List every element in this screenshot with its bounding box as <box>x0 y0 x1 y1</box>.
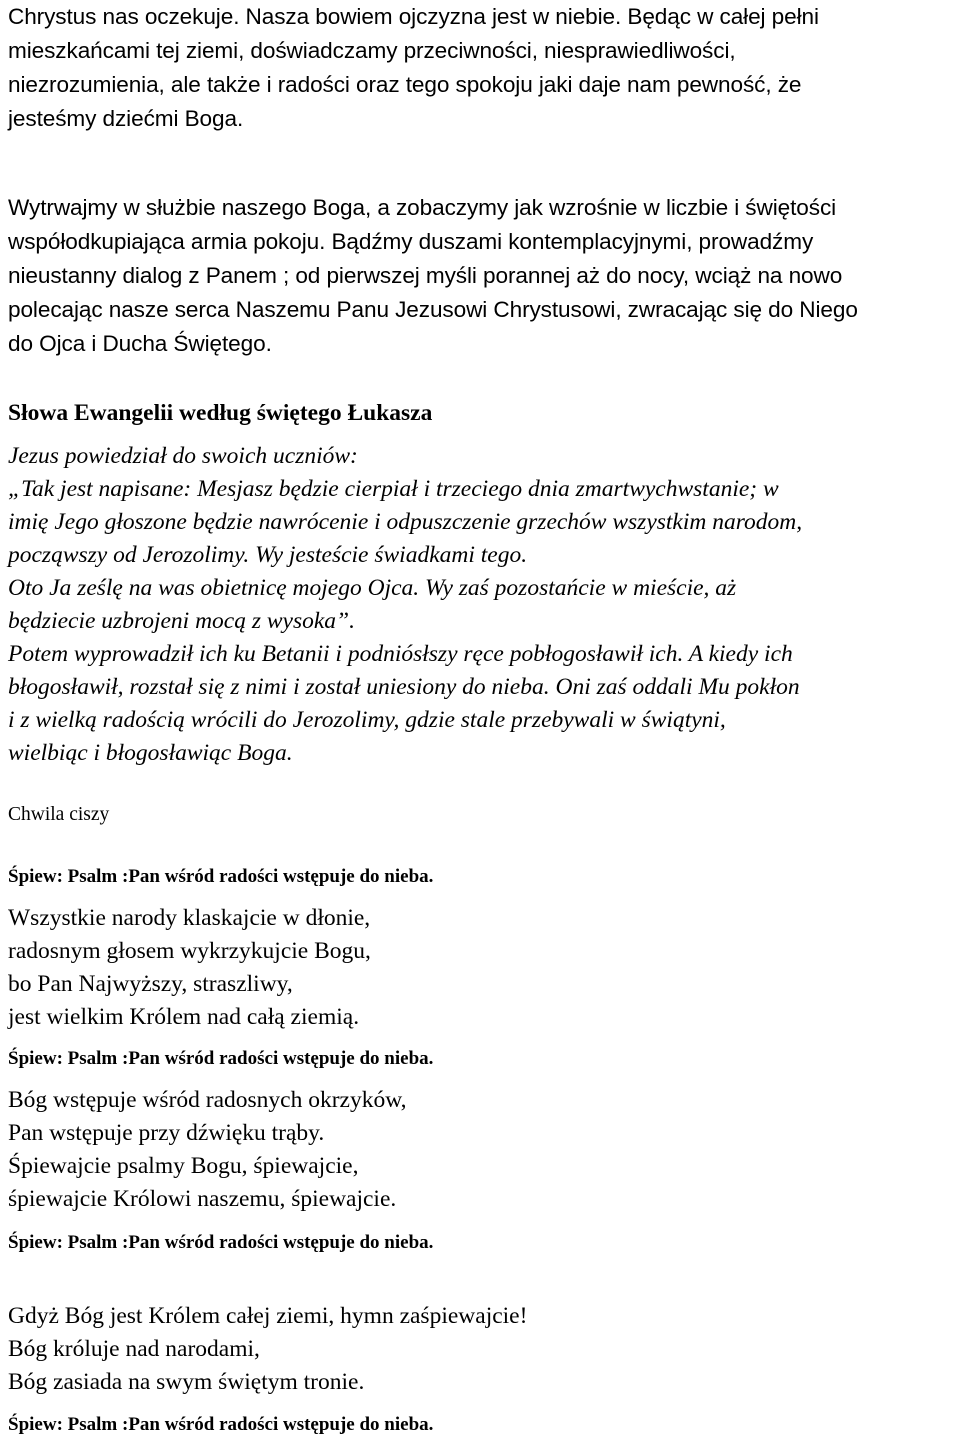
paragraph-line: polecając nasze serca Naszemu Panu Jezusowi Chrystusowi, zwracając się do Niego <box>8 297 858 322</box>
silence-note: Chwila ciszy <box>8 804 110 825</box>
intro-line: Chrystus nas oczekuje. Nasza bowiem ojczyzna jest w niebie. Będąc w całej pełni <box>8 4 819 29</box>
gospel-line: błogosławił, rozstał się z nimi i został uniesiony do nieba. Oni zaś oddali Mu pokłon <box>8 674 800 700</box>
gospel-line: Oto Ja ześlę na was obietnicę mojego Ojca. Wy zaś pozostańcie w mieście, aż <box>8 575 737 601</box>
gospel-line: począwszy od Jerozolimy. Wy jesteście świadkami tego. <box>8 542 528 568</box>
psalm-refrain: Śpiew: Psalm :Pan wśród radości wstępuje do nieba. <box>8 866 434 887</box>
gospel-line: i z wielką radością wrócili do Jerozolimy, gdzie stale przebywali w świątyni, <box>8 707 726 733</box>
second-paragraph <box>8 191 958 361</box>
psalm-stanza <box>8 1300 958 1399</box>
intro-line: niezrozumienia, ale także i radości oraz tego spokoju jaki daje nam pewność, że <box>8 72 802 97</box>
psalm-refrain: Śpiew: Psalm :Pan wśród radości wstępuje do nieba. <box>8 1048 434 1069</box>
stanza-line: Śpiewajcie psalmy Bogu, śpiewajcie, <box>8 1153 359 1179</box>
stanza-line: jest wielkim Królem nad całą ziemią. <box>8 1004 360 1030</box>
intro-line: jesteśmy dziećmi Boga. <box>8 106 244 131</box>
gospel-text <box>8 440 958 770</box>
psalm-stanza <box>8 902 958 1034</box>
stanza-line: śpiewajcie Królowi naszemu, śpiewajcie. <box>8 1186 397 1212</box>
stanza-line: Bóg króluje nad narodami, <box>8 1336 260 1362</box>
stanza-line: Wszystkie narody klaskajcie w dłonie, <box>8 905 371 931</box>
gospel-line: będziecie uzbrojeni mocą z wysoka”. <box>8 608 356 634</box>
paragraph-line: nieustanny dialog z Panem ; od pierwszej myśli porannej aż do nocy, wciąż na nowo <box>8 263 843 288</box>
stanza-line: Bóg wstępuje wśród radosnych okrzyków, <box>8 1087 407 1113</box>
gospel-line: Jezus powiedział do swoich uczniów: <box>8 443 358 469</box>
stanza-line: Gdyż Bóg jest Królem całej ziemi, hymn zaśpiewajcie! <box>8 1303 528 1329</box>
paragraph-line: do Ojca i Ducha Świętego. <box>8 331 272 356</box>
gospel-line: imię Jego głoszone będzie nawrócenie i odpuszczenie grzechów wszystkim narodom, <box>8 509 803 535</box>
intro-paragraph <box>8 0 958 136</box>
paragraph-line: Wytrwajmy w służbie naszego Boga, a zobaczymy jak wzrośnie w liczbie i świętości <box>8 195 837 220</box>
stanza-line: bo Pan Najwyższy, straszliwy, <box>8 971 293 997</box>
stanza-line: Pan wstępuje przy dźwięku trąby. <box>8 1120 325 1146</box>
gospel-heading: Słowa Ewangelii według świętego Łukasza <box>8 400 433 426</box>
paragraph-line: współodkupiająca armia pokoju. Bądźmy duszami kontemplacyjnymi, prowadźmy <box>8 229 814 254</box>
stanza-line: radosnym głosem wykrzykujcie Bogu, <box>8 938 371 964</box>
stanza-line: Bóg zasiada na swym świętym tronie. <box>8 1369 365 1395</box>
intro-line: mieszkańcami tej ziemi, doświadczamy przeciwności, niesprawiedliwości, <box>8 38 736 63</box>
gospel-line: „Tak jest napisane: Mesjasz będzie cierpiał i trzeciego dnia zmartwychwstanie; w <box>8 476 779 502</box>
gospel-line: wielbiąc i błogosławiąc Boga. <box>8 740 293 766</box>
psalm-stanza <box>8 1084 958 1216</box>
psalm-refrain: Śpiew: Psalm :Pan wśród radości wstępuje do nieba. <box>8 1414 434 1435</box>
psalm-refrain: Śpiew: Psalm :Pan wśród radości wstępuje do nieba. <box>8 1232 434 1253</box>
gospel-line: Potem wyprowadził ich ku Betanii i podniósłszy ręce pobłogosławił ich. A kiedy ich <box>8 641 793 667</box>
